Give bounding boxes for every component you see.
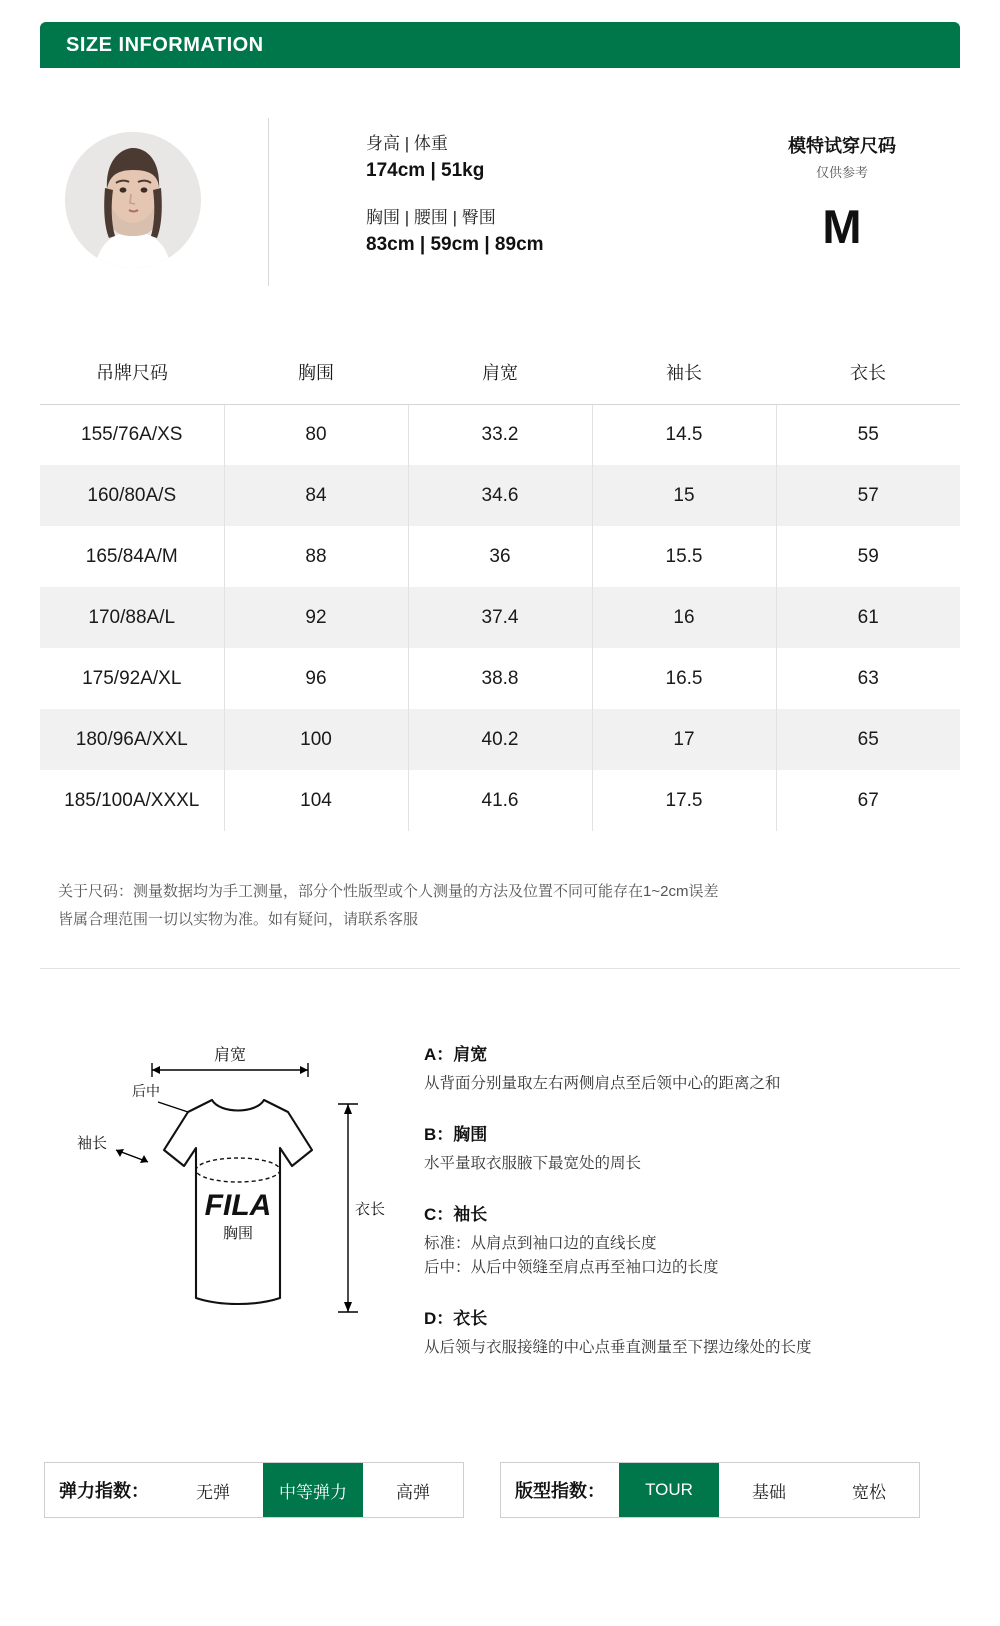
elasticity-index-label: 弹力指数： bbox=[59, 1481, 149, 1501]
table-cell-chest: 100 bbox=[224, 709, 408, 770]
fit-option-basic[interactable]: 基础 bbox=[752, 1482, 786, 1502]
fit-option-loose[interactable]: 宽松 bbox=[852, 1482, 886, 1502]
legend-desc: 从背面分别量取左右两侧肩点至后领中心的距离之和 bbox=[424, 1075, 781, 1092]
header-bar bbox=[40, 22, 960, 68]
legend-desc-secondary: 后中：从后中领缝至肩点再至袖口边的长度 bbox=[424, 1259, 719, 1277]
tshirt-diagram-icon bbox=[60, 1030, 400, 1360]
table-cell-size: 175/92A/XL bbox=[40, 648, 224, 709]
table-cell-shoulder: 40.2 bbox=[408, 709, 592, 770]
legend-item-length bbox=[424, 1304, 944, 1361]
legend-desc: 标准：从肩点到袖口边的直线长度 bbox=[424, 1234, 657, 1252]
table-cell-chest: 80 bbox=[224, 404, 408, 465]
model-try-on-size bbox=[742, 132, 942, 253]
legend-item-sleeve bbox=[424, 1200, 944, 1282]
table-row bbox=[40, 648, 960, 709]
height-weight-value: 174cm | 51kg bbox=[366, 159, 485, 181]
legend-desc: 从后领与衣服接缝的中心点垂直测量至下摆边缘处的长度 bbox=[424, 1339, 812, 1357]
table-row bbox=[40, 404, 960, 465]
size-note-line-1: 关于尺码：测量数据均为手工测量，部分个性版型或个人测量的方法及位置不同可能存在1~2cm误差 bbox=[58, 883, 719, 900]
fit-index-label: 版型指数： bbox=[515, 1481, 605, 1501]
svg-text:肩宽: 肩宽 bbox=[213, 1047, 247, 1064]
legend-title: D：衣长 bbox=[424, 1309, 488, 1329]
elasticity-option-none[interactable]: 无弹 bbox=[196, 1482, 230, 1502]
table-cell-size: 155/76A/XS bbox=[40, 404, 224, 465]
table-cell-length: 55 bbox=[857, 423, 879, 445]
table-row bbox=[40, 709, 960, 770]
height-weight-label: 身高 | 体重 bbox=[366, 134, 448, 153]
table-cell-size: 185/100A/XXXL bbox=[40, 770, 224, 831]
svg-text:衣长: 衣长 bbox=[354, 1201, 386, 1218]
svg-text:袖长: 袖长 bbox=[76, 1135, 108, 1152]
legend-item-shoulder bbox=[424, 1040, 944, 1097]
table-cell-length: 67 bbox=[857, 789, 879, 811]
table-cell-chest: 96 bbox=[224, 648, 408, 709]
table-cell-shoulder: 33.2 bbox=[408, 404, 592, 465]
table-header-cell: 吊牌尺码 bbox=[40, 340, 224, 404]
table-cell-shoulder: 41.6 bbox=[408, 770, 592, 831]
table-cell-length: 61 bbox=[857, 606, 879, 628]
legend-desc: 水平量取衣服腋下最宽处的周长 bbox=[424, 1154, 642, 1172]
page-title: SIZE INFORMATION bbox=[66, 33, 264, 56]
model-measurements bbox=[366, 132, 544, 258]
measurement-diagram bbox=[60, 1030, 400, 1360]
table-cell-sleeve: 14.5 bbox=[592, 404, 776, 465]
table-cell-size: 165/84A/M bbox=[40, 526, 224, 587]
measurement-legend bbox=[424, 1040, 944, 1384]
model-info-row bbox=[40, 100, 960, 300]
table-cell-shoulder: 37.4 bbox=[408, 587, 592, 648]
try-on-subtitle: 仅供参考 bbox=[815, 165, 868, 180]
elasticity-option-medium[interactable]: 中等弹力 bbox=[263, 1463, 363, 1517]
table-cell-sleeve: 15.5 bbox=[592, 526, 776, 587]
elasticity-index bbox=[44, 1462, 464, 1518]
model-portrait-icon bbox=[65, 132, 201, 268]
size-note bbox=[58, 878, 948, 934]
table-row bbox=[40, 587, 960, 648]
table-cell-sleeve: 15 bbox=[592, 465, 776, 526]
table-header-row bbox=[40, 340, 960, 404]
legend-title: A：肩宽 bbox=[424, 1045, 488, 1064]
table-header-cell: 胸围 bbox=[224, 340, 408, 404]
table-row bbox=[40, 465, 960, 526]
table-row bbox=[40, 526, 960, 587]
table-cell-chest: 92 bbox=[224, 587, 408, 648]
table-cell-sleeve: 16.5 bbox=[592, 648, 776, 709]
table-cell-length: 59 bbox=[857, 545, 879, 567]
table-cell-shoulder: 34.6 bbox=[408, 465, 592, 526]
section-divider bbox=[40, 968, 960, 969]
table-cell-size: 170/88A/L bbox=[40, 587, 224, 648]
try-on-size-value: M bbox=[822, 200, 862, 253]
svg-text:FILA: FILA bbox=[204, 1189, 272, 1222]
table-cell-size: 160/80A/S bbox=[40, 465, 224, 526]
table-header-cell: 袖长 bbox=[592, 340, 776, 404]
legend-title: C：袖长 bbox=[424, 1204, 488, 1224]
try-on-title: 模特试穿尺码 bbox=[788, 136, 896, 156]
table-cell-shoulder: 38.8 bbox=[408, 648, 592, 709]
model-portrait-avatar bbox=[65, 132, 201, 268]
table-cell-length: 57 bbox=[857, 484, 879, 506]
svg-text:后中: 后中 bbox=[132, 1083, 160, 1099]
body-measure-label: 胸围 | 腰围 | 臀围 bbox=[366, 208, 496, 228]
table-cell-length: 65 bbox=[857, 728, 879, 750]
table-row bbox=[40, 770, 960, 831]
fit-index bbox=[500, 1462, 920, 1518]
table-cell-sleeve: 17.5 bbox=[592, 770, 776, 831]
table-header-cell: 衣长 bbox=[776, 340, 960, 404]
table-cell-sleeve: 16 bbox=[592, 587, 776, 648]
legend-title: B：胸围 bbox=[424, 1124, 488, 1144]
size-chart-table bbox=[40, 340, 960, 831]
table-cell-length: 63 bbox=[857, 667, 879, 689]
table-cell-chest: 104 bbox=[224, 770, 408, 831]
table-cell-chest: 88 bbox=[224, 526, 408, 587]
table-cell-chest: 84 bbox=[224, 465, 408, 526]
size-note-line-2: 皆属合理范围一切以实物为准。如有疑问，请联系客服 bbox=[58, 910, 419, 928]
vertical-divider bbox=[268, 118, 269, 286]
table-cell-sleeve: 17 bbox=[592, 709, 776, 770]
elasticity-option-high[interactable]: 高弹 bbox=[396, 1482, 430, 1502]
table-cell-shoulder: 36 bbox=[408, 526, 592, 587]
table-header-cell: 肩宽 bbox=[408, 340, 592, 404]
svg-text:胸围: 胸围 bbox=[222, 1225, 254, 1242]
body-measure-value: 83cm | 59cm | 89cm bbox=[366, 233, 544, 255]
table-cell-size: 180/96A/XXL bbox=[40, 709, 224, 770]
fit-option-tour[interactable]: TOUR bbox=[619, 1463, 719, 1517]
legend-item-chest bbox=[424, 1120, 944, 1177]
